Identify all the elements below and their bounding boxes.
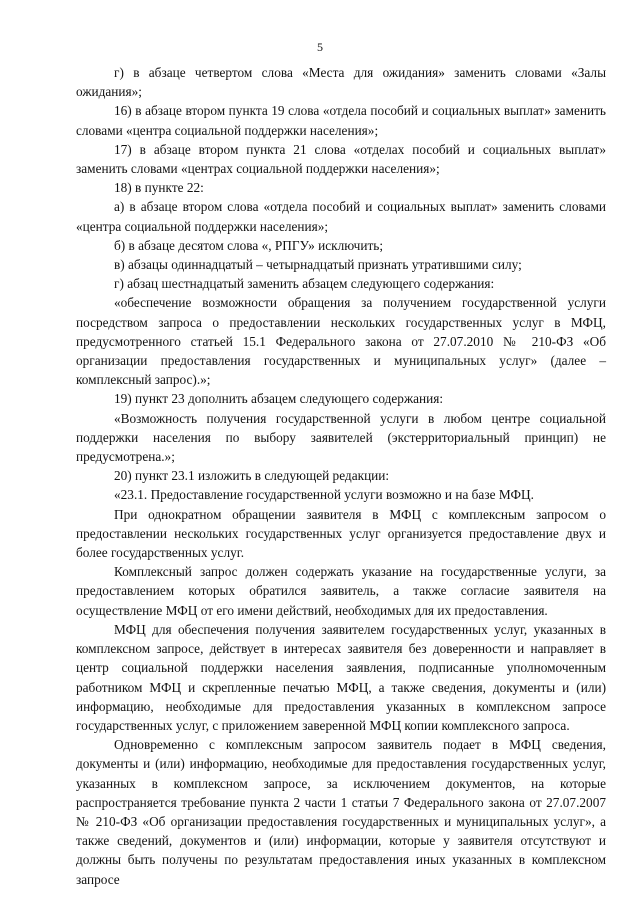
paragraph: 20) пункт 23.1 изложить в следующей редакции: (114, 468, 390, 484)
paragraph: 18) в пункте 22: (114, 180, 204, 196)
paragraph: г) в абзаце четвертом слова «Места для ожидания» заменить словами «Залы ожидания»; (76, 65, 606, 100)
paragraph: а) в абзаце втором слова «отдела пособий и социальных выплат» заменить словами «центра социальной поддержки населения»; (76, 199, 606, 234)
paragraph: При однократном обращении заявителя в МФЦ с комплексным запросом о предоставлении нескольких государственных услуг организуется предоставление двух и более государственных услуг. (76, 506, 606, 561)
paragraph: 19) пункт 23 дополнить абзацем следующего содержания: (114, 391, 444, 407)
paragraph: «Возможность получения государственной услуги в любом центре социальной поддержки населения по выбору заявителей (экстерриториальный принцип) не предусмотрена.»; (76, 410, 606, 465)
paragraph: 17) в абзаце втором пункта 21 слова «отделах пособий и социальных выплат» заменить словами «центрах социальной поддержки населения»; (76, 141, 606, 177)
paragraph: в) абзацы одиннадцатый – четырнадцатый признать утратившими силу; (114, 257, 522, 273)
paragraph: МФЦ для обеспечения получения заявителем государственных услуг, указанных в комплексном запросе, действует в интересах заявителя без доверенности и направляет в центр социальной поддержки населения заявления, подписанные уполномоченным работником МФЦ и скрепленные печатью МФЦ, а также сведения, документы и (или) информацию, необходимые для предоставления указанных в комплексном запросе государственных услуг, с приложением заверенной МФЦ копии комплексного запроса. (76, 621, 606, 733)
page-number: 5 (317, 40, 323, 54)
paragraph: б) в абзаце десятом слова «, РПГУ» исключить; (114, 237, 384, 253)
paragraph: Одновременно с комплексным запросом заявитель подает в МФЦ сведения, документы и (или) информацию, необходимые для предоставления государственных услуг, указанных в комплексном запросе, за исключением документов, на которые распространяется требование пункта 2 части 1 статьи 7 Федерального закона от 27.07.2007 № 210-ФЗ «Об организации предоставления государственных и муниципальных услуг», а также сведений, документов и (или) информации, которые у заявителя отсутствуют и должны быть получены по результатам предоставления иных указанных в комплексном запросе (76, 737, 606, 887)
paragraph: Комплексный запрос должен содержать указание на государственные услуги, за предоставлением которых обратился заявитель, а также согласие заявителя на осуществление МФЦ от его имени действий, необходимых для их предоставления. (76, 564, 606, 618)
paragraph: 16) в абзаце втором пункта 19 слова «отдела пособий и социальных выплат» заменить словами «центра социальной поддержки населения»; (76, 103, 606, 138)
paragraph: г) абзац шестнадцатый заменить абзацем следующего содержания: (114, 276, 495, 292)
paragraph: «обеспечение возможности обращения за получением государственной услуги посредством запроса о предоставлении нескольких государственных услуг в МФЦ, предусмотренного статьей 15.1 Федерального закона от 27.07.2010 № 210-ФЗ «Об организации предоставления государственных и муниципальных услуг» (далее – комплексный запрос).»; (76, 295, 606, 388)
document-body (76, 63, 606, 889)
paragraph: «23.1. Предоставление государственной услуги возможно и на базе МФЦ. (114, 487, 534, 503)
